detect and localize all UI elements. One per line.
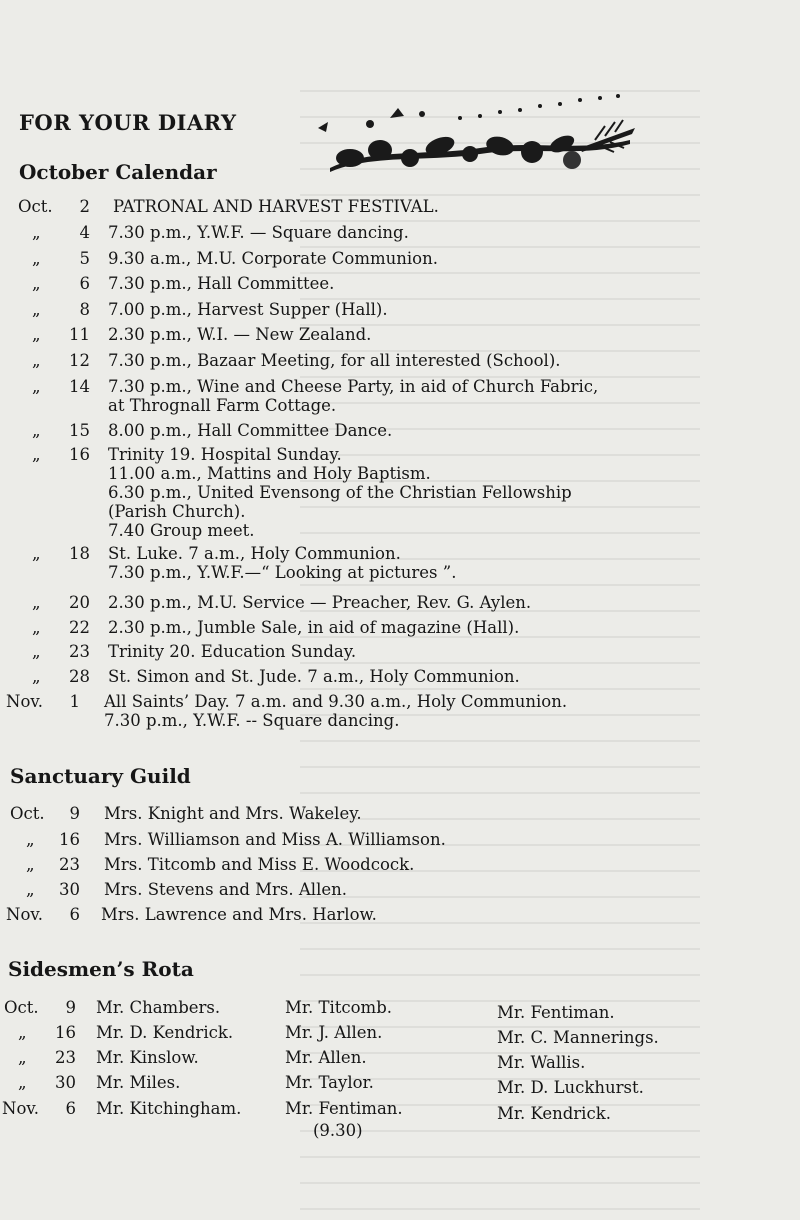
guild-day: 6 — [69, 905, 80, 924]
entry-month: „ — [32, 351, 41, 370]
rota-month: Nov. — [2, 1099, 39, 1118]
rota-day: 9 — [65, 998, 76, 1017]
rota-name-col1: Mr. Kinslow. — [96, 1048, 199, 1067]
entry-month: „ — [32, 618, 41, 637]
entry-day: 1 — [69, 692, 80, 711]
entry-month: „ — [32, 300, 41, 319]
entry-text: 2.30 p.m., W.I. — New Zealand. — [108, 325, 372, 344]
rota-name-col2: Mr. Titcomb. — [285, 998, 393, 1017]
entry-day: 6 — [79, 274, 90, 293]
rota-name-col3: Mr. Kendrick. — [497, 1104, 611, 1123]
entry-text: PATRONAL AND HARVEST FESTIVAL. — [113, 197, 439, 216]
harvest-garland-illustration — [310, 88, 640, 184]
rota-name-col1: Mr. D. Kendrick. — [96, 1023, 234, 1042]
rota-name-col1: Mr. Chambers. — [96, 998, 221, 1017]
guild-month: Nov. — [6, 905, 43, 924]
entry-day: 5 — [79, 249, 90, 268]
entry-day: 14 — [69, 377, 90, 396]
entry-month: „ — [32, 249, 41, 268]
guild-text: Mrs. Williamson and Miss A. Williamson. — [104, 830, 446, 849]
entry-month: „ — [32, 274, 41, 293]
entry-text: at Thrognall Farm Cottage. — [108, 396, 337, 415]
entry-day: 12 — [69, 351, 90, 370]
entry-text: 7.00 p.m., Harvest Supper (Hall). — [108, 300, 388, 319]
rota-month: „ — [18, 1023, 27, 1042]
entry-day: 2 — [79, 197, 90, 216]
entry-text: 7.30 p.m., Y.W.F.—“ Looking at pictures ”. — [108, 563, 457, 582]
rota-day: 30 — [55, 1073, 76, 1092]
entry-month: „ — [32, 421, 41, 440]
entry-text: 7.30 p.m., Wine and Cheese Party, in aid of Church Fabric, — [108, 377, 599, 396]
page-title: FOR YOUR DIARY — [19, 110, 237, 135]
rota-day: 23 — [55, 1048, 76, 1067]
entry-text: 6.30 p.m., United Evensong of the Christian Fellowship — [108, 483, 572, 502]
guild-month: „ — [26, 855, 35, 874]
guild-text: Mrs. Titcomb and Miss E. Woodcock. — [104, 855, 415, 874]
guild-text: Mrs. Knight and Mrs. Wakeley. — [104, 804, 362, 823]
october-calendar-heading: October Calendar — [19, 160, 217, 184]
entry-text: (Parish Church). — [108, 502, 246, 521]
rota-name-col3: Mr. Fentiman. — [497, 1003, 615, 1022]
sanctuary-guild-heading: Sanctuary Guild — [10, 764, 191, 788]
guild-day: 16 — [59, 830, 80, 849]
guild-day: 23 — [59, 855, 80, 874]
entry-day: 18 — [69, 544, 90, 563]
entry-day: 11 — [69, 325, 90, 344]
rota-time-note: (9.30) — [313, 1121, 363, 1140]
entry-text: 9.30 a.m., M.U. Corporate Communion. — [108, 249, 438, 268]
entry-month: Oct. — [18, 197, 53, 216]
rota-day: 6 — [65, 1099, 76, 1118]
rota-month: Oct. — [4, 998, 39, 1017]
entry-month: „ — [32, 377, 41, 396]
rota-name-col3: Mr. Wallis. — [497, 1053, 586, 1072]
sidesmens-rota-heading: Sidesmen’s Rota — [8, 957, 194, 981]
guild-month: „ — [26, 830, 35, 849]
entry-text: Trinity 19. Hospital Sunday. — [108, 445, 342, 464]
entry-month: „ — [32, 445, 41, 464]
entry-month: „ — [32, 223, 41, 242]
rota-name-col1: Mr. Miles. — [96, 1073, 181, 1092]
entry-day: 4 — [79, 223, 90, 242]
entry-text: 7.30 p.m., Y.W.F. -- Square dancing. — [104, 711, 400, 730]
entry-month: „ — [32, 642, 41, 661]
entry-day: 22 — [69, 618, 90, 637]
guild-month: Oct. — [10, 804, 45, 823]
rota-month: „ — [18, 1073, 27, 1092]
entry-day: 16 — [69, 445, 90, 464]
entry-month: „ — [32, 325, 41, 344]
entry-text: St. Simon and St. Jude. 7 a.m., Holy Communion. — [108, 667, 520, 686]
guild-day: 9 — [69, 804, 80, 823]
entry-text: 7.30 p.m., Hall Committee. — [108, 274, 335, 293]
guild-text: Mrs. Lawrence and Mrs. Harlow. — [101, 905, 377, 924]
rota-name-col1: Mr. Kitchingham. — [96, 1099, 242, 1118]
guild-text: Mrs. Stevens and Mrs. Allen. — [104, 880, 347, 899]
guild-month: „ — [26, 880, 35, 899]
entry-month: „ — [32, 544, 41, 563]
entry-day: 23 — [69, 642, 90, 661]
entry-text: All Saints’ Day. 7 a.m. and 9.30 a.m., Holy Communion. — [104, 692, 568, 711]
entry-text: 8.00 p.m., Hall Committee Dance. — [108, 421, 393, 440]
rota-name-col2: Mr. J. Allen. — [285, 1023, 383, 1042]
entry-month: „ — [32, 667, 41, 686]
entry-text: St. Luke. 7 a.m., Holy Communion. — [108, 544, 401, 563]
entry-text: 7.40 Group meet. — [108, 521, 255, 540]
entry-day: 20 — [69, 593, 90, 612]
entry-day: 28 — [69, 667, 90, 686]
rota-day: 16 — [55, 1023, 76, 1042]
entry-month: „ — [32, 593, 41, 612]
entry-day: 8 — [79, 300, 90, 319]
entry-text: 7.30 p.m., Y.W.F. — Square dancing. — [108, 223, 409, 242]
guild-day: 30 — [59, 880, 80, 899]
rota-month: „ — [18, 1048, 27, 1067]
rota-name-col2: Mr. Allen. — [285, 1048, 367, 1067]
entry-text: 2.30 p.m., M.U. Service — Preacher, Rev. G. Aylen. — [108, 593, 532, 612]
entry-day: 15 — [69, 421, 90, 440]
entry-text: 11.00 a.m., Mattins and Holy Baptism. — [108, 464, 431, 483]
entry-text: 7.30 p.m., Bazaar Meeting, for all interested (School). — [108, 351, 561, 370]
rota-name-col3: Mr. D. Luckhurst. — [497, 1078, 644, 1097]
rota-name-col2: Mr. Taylor. — [285, 1073, 374, 1092]
entry-text: 2.30 p.m., Jumble Sale, in aid of magazine (Hall). — [108, 618, 520, 637]
rota-name-col3: Mr. C. Mannerings. — [497, 1028, 659, 1047]
rota-name-col2: Mr. Fentiman. — [285, 1099, 403, 1118]
entry-text: Trinity 20. Education Sunday. — [108, 642, 357, 661]
entry-month: Nov. — [6, 692, 43, 711]
